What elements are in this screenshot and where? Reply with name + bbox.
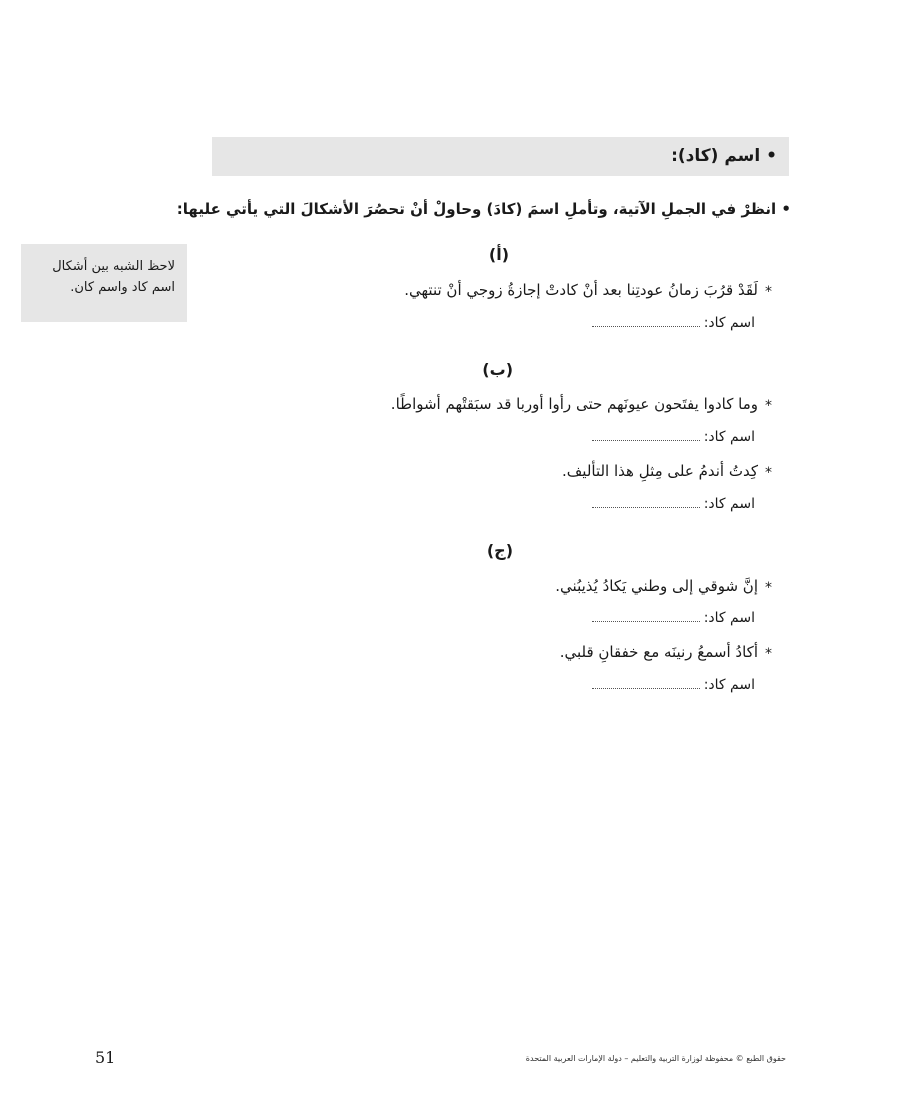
group-label-a: (أ) <box>488 245 509 264</box>
bullet-marker: * <box>765 465 772 481</box>
section-title: • اسم (كاد): <box>671 146 777 166</box>
group-label-b: (ب) <box>482 360 513 379</box>
answer-blank[interactable] <box>592 430 700 441</box>
sentence-c1: إنَّ شوقي إلى وطني يَكادُ يُذيبُني. <box>555 577 758 595</box>
answer-blank[interactable] <box>592 316 700 327</box>
answer-label: اسم كاد: <box>703 496 755 512</box>
bullet-marker: * <box>765 398 772 414</box>
group-label-c: (ج) <box>486 541 513 560</box>
answer-label: اسم كاد: <box>703 429 755 445</box>
answer-line-b1 <box>592 429 755 445</box>
sentence-b1: وما كادوا يفتَحون عيونَهم حتى رأوا أوربا قد سبَقتْهم أشواطًا. <box>390 395 758 413</box>
side-note-text: لاحظ الشبه بين أشكال اسم كاد واسم كان. <box>52 259 175 295</box>
bullet-marker: * <box>765 580 772 596</box>
answer-blank[interactable] <box>592 497 700 508</box>
sentence-c2: أكادُ أسمعُ رنينَه مع خفقانِ قلبي. <box>559 643 758 661</box>
instruction-text: • انظرْ في الجملِ الآتية، وتأملِ اسمَ (كادَ) وحاولْ أنْ تحصُرَ الأشكالَ التي يأتي عليها: <box>176 200 791 218</box>
answer-label: اسم كاد: <box>703 610 755 626</box>
answer-line-c2 <box>592 677 755 693</box>
bullet-marker: * <box>765 646 772 662</box>
bullet-marker: * <box>765 284 772 300</box>
answer-line-a1 <box>592 315 755 331</box>
answer-label: اسم كاد: <box>703 677 755 693</box>
answer-line-c1 <box>592 610 755 626</box>
answer-blank[interactable] <box>592 611 700 622</box>
answer-blank[interactable] <box>592 678 700 689</box>
page-number: 51 <box>95 1048 116 1067</box>
copyright-text: حقوق الطبع © محفوظة لوزارة التربية والتعليم – دولة الإمارات العربية المتحدة <box>525 1054 786 1063</box>
answer-line-b2 <box>592 496 755 512</box>
side-note-box <box>21 244 187 322</box>
answer-label: اسم كاد: <box>703 315 755 331</box>
section-header-bar <box>212 137 789 176</box>
sentence-a1: لَقَدْ قرُبَ زمانُ عودتِنا بعد أنْ كادتْ إجازةُ زوجي أنْ تنتهي. <box>404 281 758 299</box>
sentence-b2: كِدتُ أندمُ على مِثلِ هذا التأليف. <box>562 462 758 480</box>
